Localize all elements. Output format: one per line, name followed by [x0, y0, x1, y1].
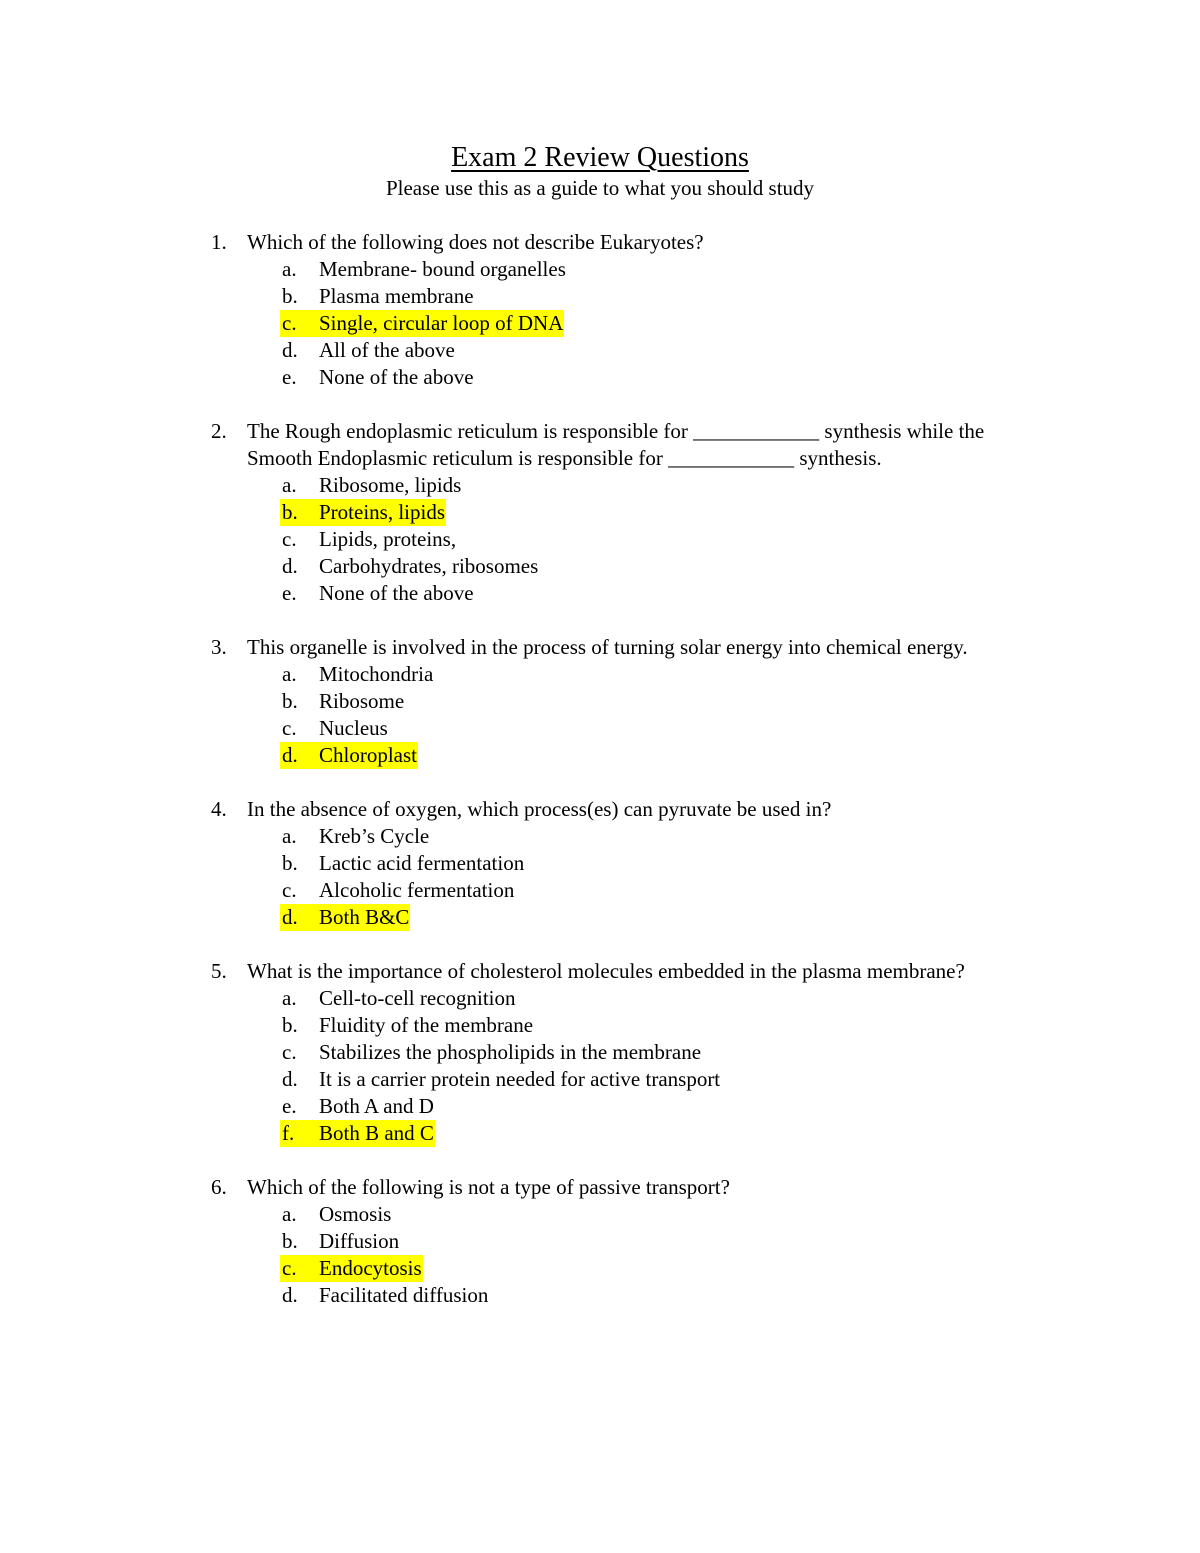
option-text: Facilitated diffusion — [319, 1283, 489, 1307]
answer-option — [0, 553, 1200, 580]
answer-option-content — [280, 526, 457, 553]
option-text: Both B and C — [319, 1121, 434, 1145]
answer-option-content — [280, 364, 475, 391]
answer-option — [0, 661, 1200, 688]
answer-option — [0, 823, 1200, 850]
option-letter: f. — [282, 1121, 295, 1145]
question-number: 6. — [211, 1175, 227, 1199]
highlighted-answer — [280, 499, 446, 526]
answer-option — [0, 283, 1200, 310]
answer-option — [0, 1120, 1200, 1147]
option-letter: c. — [282, 716, 297, 740]
answer-options — [0, 823, 1200, 931]
answer-option-content — [280, 850, 525, 877]
option-text: It is a carrier protein needed for active transport — [319, 1067, 721, 1091]
answer-option-content — [280, 337, 456, 364]
answer-option — [0, 742, 1200, 769]
question-text: In the absence of oxygen, which process(es) can pyruvate be used in? — [247, 797, 832, 821]
option-text: Nucleus — [319, 716, 388, 740]
option-text: Both B&C — [319, 905, 410, 929]
question-text: Which of the following does not describe Eukaryotes? — [247, 230, 704, 254]
answer-option — [0, 1228, 1200, 1255]
option-text: All of the above — [319, 338, 455, 362]
answer-option — [0, 1039, 1200, 1066]
option-text: None of the above — [319, 581, 474, 605]
page-subtitle: Please use this as a guide to what you should study — [385, 176, 815, 200]
option-letter: d. — [282, 905, 298, 929]
highlighted-answer — [280, 1255, 423, 1282]
option-letter: b. — [282, 1013, 298, 1037]
option-text: Both A and D — [319, 1094, 434, 1118]
question-text: The Rough endoplasmic reticulum is responsible for ____________ synthesis while the Smooth Endoplasmic reticulum is responsible for ____________ synthesis. — [247, 419, 985, 470]
answer-option-content — [280, 715, 389, 742]
answer-option-content — [280, 1228, 400, 1255]
option-text: Carbohydrates, ribosomes — [319, 554, 539, 578]
answer-option — [0, 688, 1200, 715]
answer-option-content — [280, 1066, 721, 1093]
answer-option-content — [280, 580, 475, 607]
option-letter: d. — [282, 743, 298, 767]
option-letter: d. — [282, 338, 298, 362]
answer-option-content — [280, 823, 430, 850]
option-letter: c. — [282, 1040, 297, 1064]
option-letter: e. — [282, 1094, 297, 1118]
answer-option-content — [280, 283, 475, 310]
question-item — [0, 229, 1200, 391]
answer-option — [0, 1201, 1200, 1228]
answer-option — [0, 364, 1200, 391]
answer-option-content — [280, 1012, 534, 1039]
answer-option-content — [280, 553, 539, 580]
question-text: What is the importance of cholesterol molecules embedded in the plasma membrane? — [247, 959, 965, 983]
option-text: Lactic acid fermentation — [319, 851, 525, 875]
answer-option — [0, 472, 1200, 499]
answer-option — [0, 985, 1200, 1012]
question-number: 4. — [211, 797, 227, 821]
option-text: Kreb’s Cycle — [319, 824, 430, 848]
question-number: 5. — [211, 959, 227, 983]
answer-option — [0, 526, 1200, 553]
answer-option — [0, 1093, 1200, 1120]
highlighted-answer — [280, 742, 418, 769]
option-letter: d. — [282, 1067, 298, 1091]
option-text: Ribosome, lipids — [319, 473, 462, 497]
option-letter: a. — [282, 824, 297, 848]
answer-option-content — [280, 1093, 435, 1120]
question-item — [0, 418, 1200, 607]
option-letter: b. — [282, 284, 298, 308]
answer-option — [0, 1255, 1200, 1282]
highlighted-answer — [280, 310, 564, 337]
option-letter: a. — [282, 1202, 297, 1226]
answer-options — [0, 1201, 1200, 1309]
answer-option-content — [280, 985, 517, 1012]
option-text: None of the above — [319, 365, 474, 389]
answer-option — [0, 580, 1200, 607]
question-number: 1. — [211, 230, 227, 254]
option-text: Mitochondria — [319, 662, 434, 686]
option-letter: c. — [282, 878, 297, 902]
question-text: This organelle is involved in the process of turning solar energy into chemical energy. — [247, 635, 968, 659]
option-text: Single, circular loop of DNA — [319, 311, 564, 335]
question-number: 2. — [211, 419, 227, 443]
option-letter: c. — [282, 1256, 297, 1280]
question-list — [0, 229, 1200, 1336]
option-letter: a. — [282, 662, 297, 686]
question-item — [0, 1174, 1200, 1309]
answer-option — [0, 877, 1200, 904]
answer-option — [0, 715, 1200, 742]
answer-option — [0, 1282, 1200, 1309]
option-text: Ribosome — [319, 689, 405, 713]
option-text: Cell-to-cell recognition — [319, 986, 516, 1010]
answer-option-content — [280, 661, 434, 688]
highlighted-answer — [280, 904, 410, 931]
answer-option — [0, 337, 1200, 364]
option-text: Alcoholic fermentation — [319, 878, 515, 902]
answer-options — [0, 985, 1200, 1147]
option-text: Plasma membrane — [319, 284, 474, 308]
option-text: Osmosis — [319, 1202, 392, 1226]
question-item — [0, 796, 1200, 931]
option-letter: a. — [282, 473, 297, 497]
question-text: Which of the following is not a type of passive transport? — [247, 1175, 730, 1199]
option-letter: a. — [282, 986, 297, 1010]
answer-option — [0, 850, 1200, 877]
option-letter: b. — [282, 689, 298, 713]
answer-option — [0, 904, 1200, 931]
answer-option-content — [280, 1039, 702, 1066]
option-text: Proteins, lipids — [319, 500, 446, 524]
option-text: Endocytosis — [319, 1256, 422, 1280]
option-text: Stabilizes the phospholipids in the membrane — [319, 1040, 702, 1064]
question-item — [0, 958, 1200, 1147]
answer-option-content — [280, 472, 462, 499]
answer-option — [0, 256, 1200, 283]
answer-options — [0, 661, 1200, 769]
answer-options — [0, 256, 1200, 391]
answer-option — [0, 310, 1200, 337]
answer-option-content — [280, 256, 567, 283]
question-item — [0, 634, 1200, 769]
answer-option-content — [280, 1282, 489, 1309]
answer-option — [0, 1066, 1200, 1093]
option-text: Lipids, proteins, — [319, 527, 457, 551]
answer-option-content — [280, 877, 515, 904]
option-letter: e. — [282, 365, 297, 389]
question-number: 3. — [211, 635, 227, 659]
option-letter: b. — [282, 851, 298, 875]
highlighted-answer — [280, 1120, 435, 1147]
option-letter: d. — [282, 554, 298, 578]
option-letter: e. — [282, 581, 297, 605]
option-text: Diffusion — [319, 1229, 400, 1253]
option-text: Fluidity of the membrane — [319, 1013, 534, 1037]
answer-options — [0, 472, 1200, 607]
answer-option — [0, 1012, 1200, 1039]
option-letter: c. — [282, 311, 297, 335]
option-text: Chloroplast — [319, 743, 417, 767]
answer-option-content — [280, 1201, 392, 1228]
option-letter: a. — [282, 257, 297, 281]
page-title: Exam 2 Review Questions — [451, 142, 749, 173]
answer-option-content — [280, 688, 405, 715]
answer-option — [0, 499, 1200, 526]
option-letter: b. — [282, 500, 298, 524]
option-letter: d. — [282, 1283, 298, 1307]
option-text: Membrane- bound organelles — [319, 257, 566, 281]
option-letter: b. — [282, 1229, 298, 1253]
option-letter: c. — [282, 527, 297, 551]
